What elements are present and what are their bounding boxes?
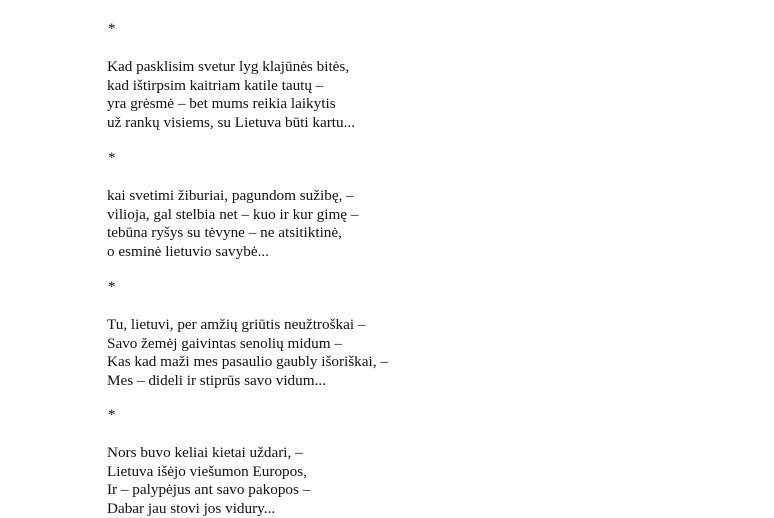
poem-line: Nors buvo keliai kietai uždari, – — [107, 444, 707, 463]
poem-line: tebūna ryšys su tėvyne – ne atsitiktinė, — [107, 224, 707, 243]
poem-line: Tu, lietuvi, per amžių griūtis neužtroškai – — [107, 316, 707, 335]
poem-line: Mes – dideli ir stiprūs savo vidum... — [107, 372, 707, 391]
poem-line: Savo žemėj gaivintas senolių midum – — [107, 335, 707, 354]
stanza-separator: * — [108, 149, 707, 167]
poem-line: Dabar jau stovi jos vidury... — [107, 500, 707, 518]
stanza-separator: * — [108, 406, 707, 424]
poem-line: o esminė lietuvio savybė... — [107, 243, 707, 262]
poem-line: vilioja, gal stelbia net – kuo ir kur gimę – — [107, 206, 707, 225]
poem-line: Lietuva išėjo viešumon Europos, — [107, 463, 707, 482]
stanza-separator: * — [108, 278, 707, 296]
stanza-3 — [107, 278, 707, 390]
stanza-separator: * — [108, 20, 707, 38]
stanza-1 — [107, 20, 707, 132]
stanza-4 — [107, 406, 707, 518]
stanza-2 — [107, 149, 707, 261]
poem-line: yra grėsmė – bet mums reikia laikytis — [107, 95, 707, 114]
poem-line: Kad pasklisim svetur lyg klajūnės bitės, — [107, 58, 707, 77]
poem-line: kad ištirpsim kaitriam katile tautų – — [107, 77, 707, 96]
poem-line: kai svetimi žiburiai, pagundom sužibę, – — [107, 187, 707, 206]
cut-off-top-line — [118, 0, 253, 8]
poem-line: Kas kad maži mes pasaulio gaubly išoriškai, – — [107, 353, 707, 372]
poem-line: už rankų visiems, su Lietuva būti kartu... — [107, 114, 707, 133]
poem-line: Ir – palypėjus ant savo pakopos – — [107, 481, 707, 500]
